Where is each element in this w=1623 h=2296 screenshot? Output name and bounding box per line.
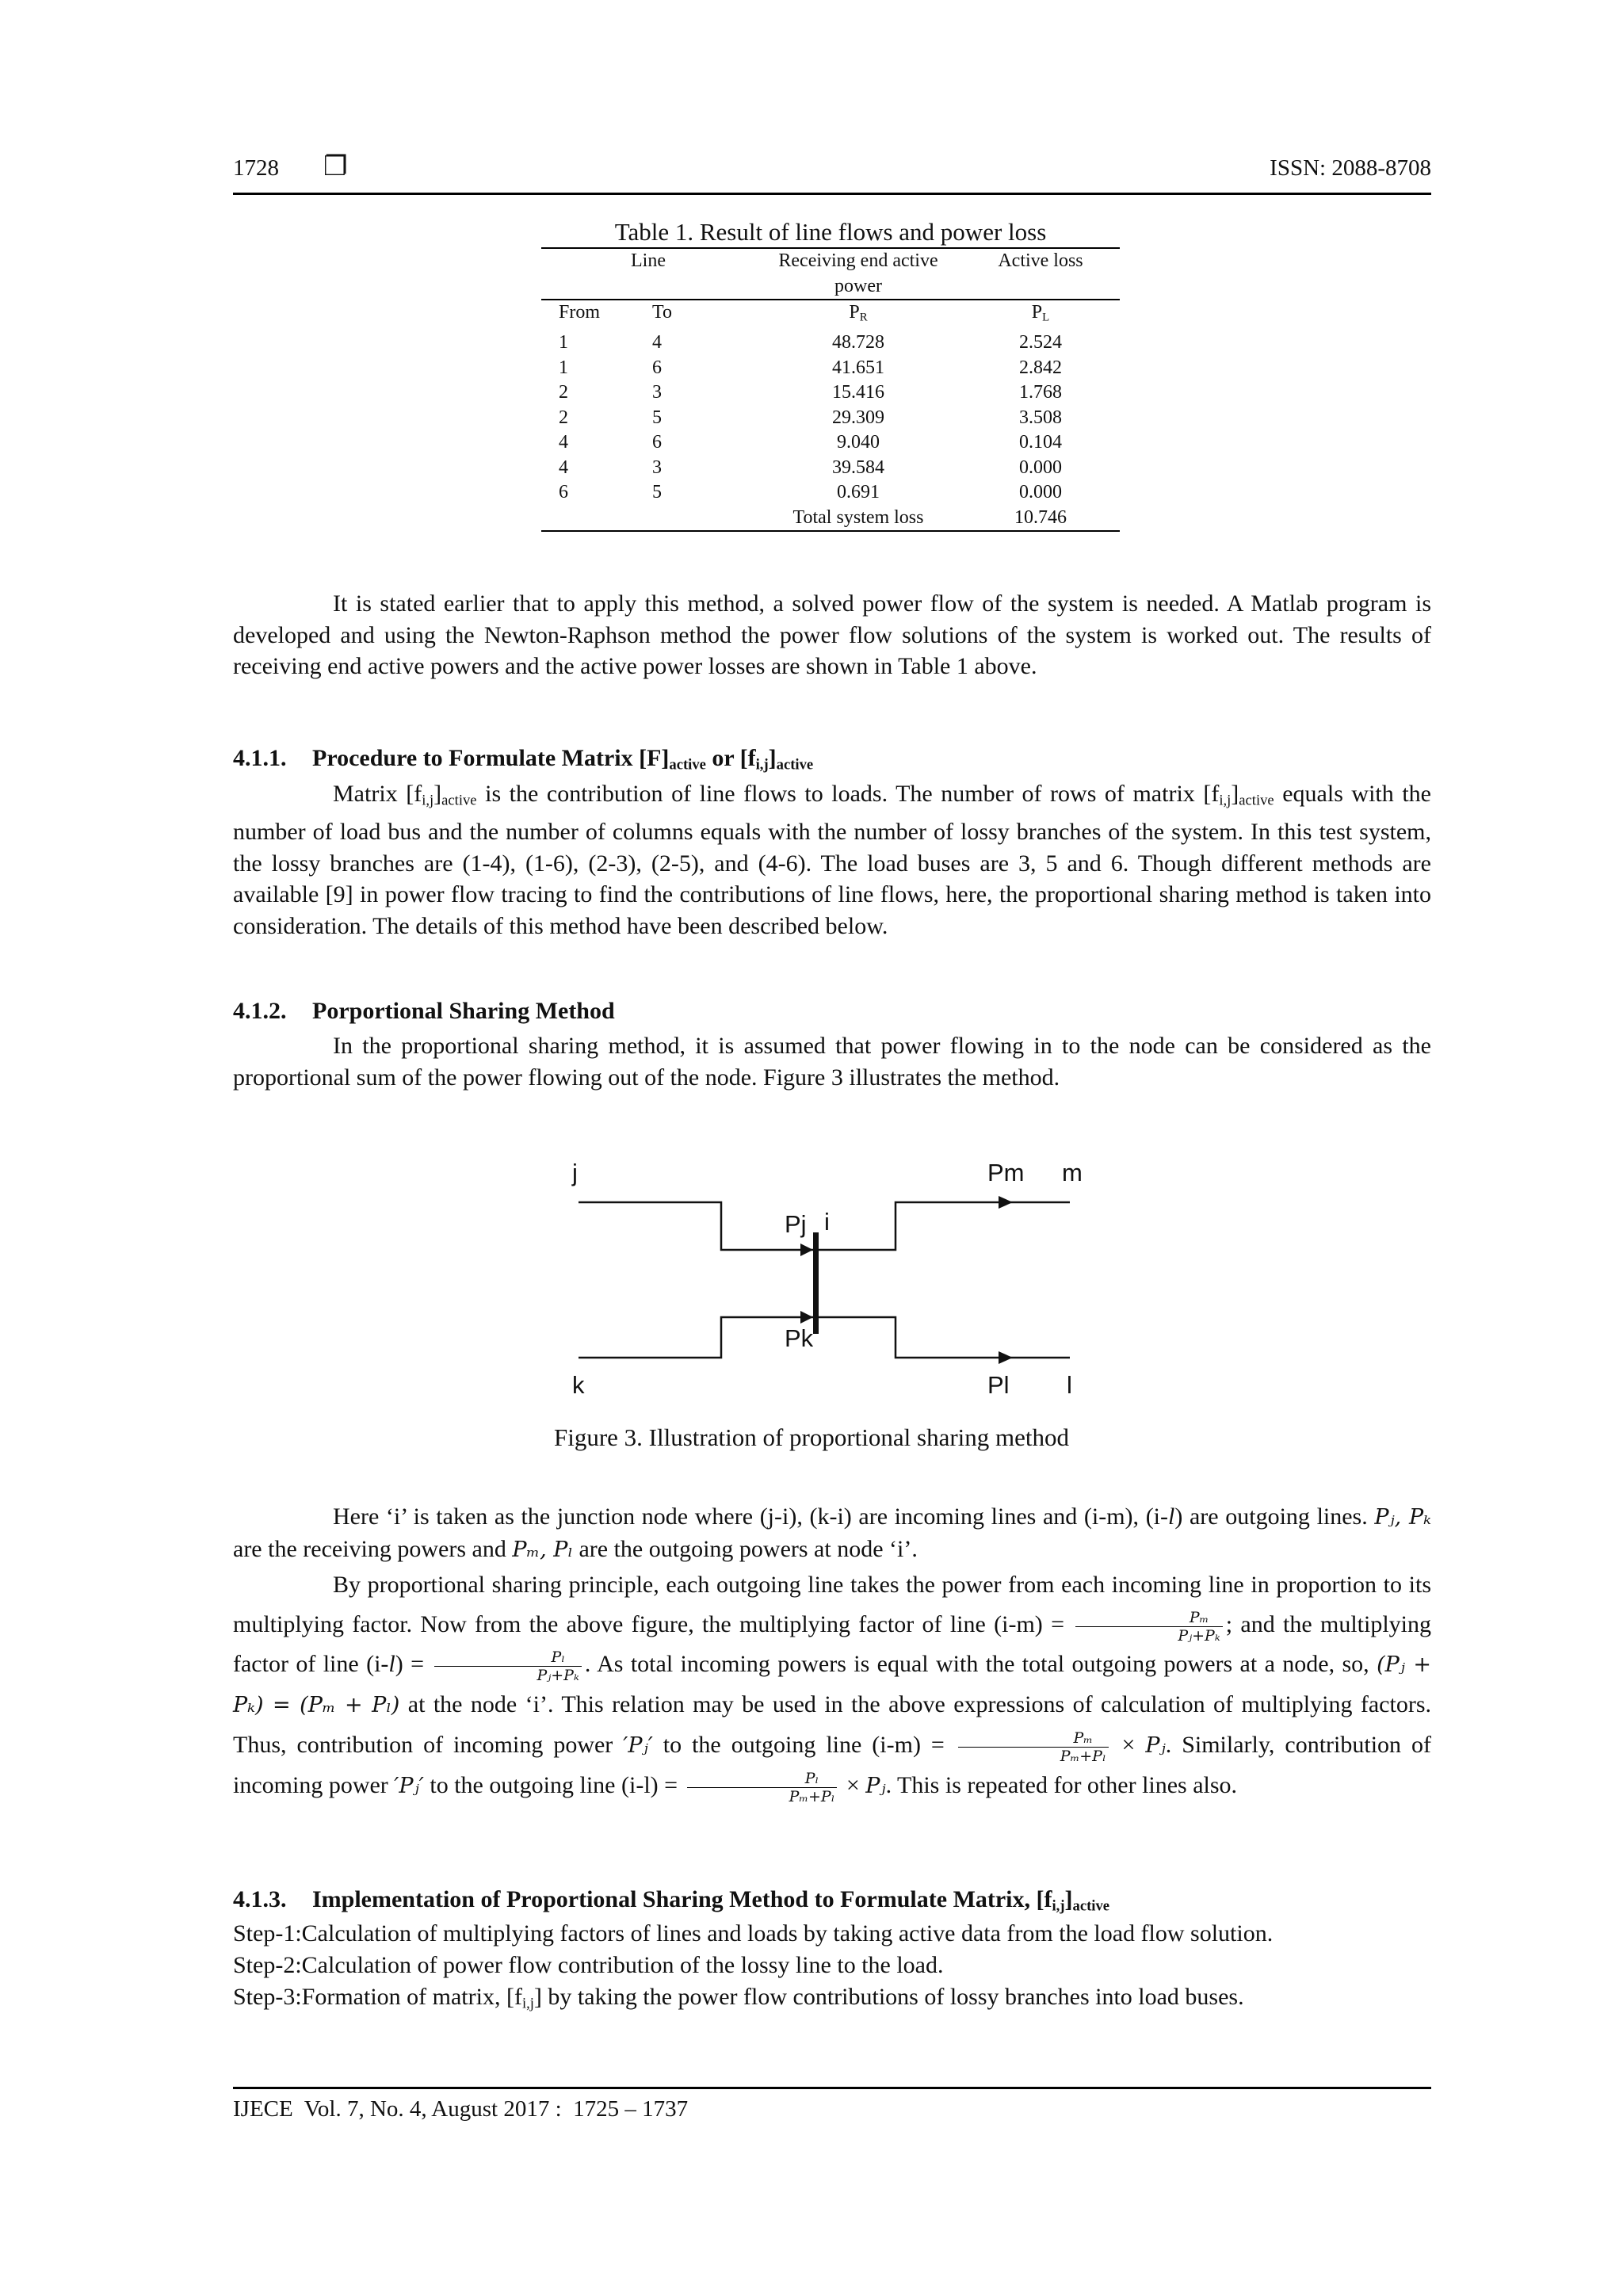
intro-paragraph: It is stated earlier that to apply this method, a solved power flow of the system is needed. A Matlab program is developed and using the Newton-Raphson method the power flow solutions of the system is worked out. The results of receiving end active powers and the active power losses are shown in Table 1 above. (233, 590, 1431, 680)
cell-pl: 0.104 (1019, 432, 1062, 453)
label-i: i (824, 1208, 830, 1236)
label-pm: Pm (987, 1159, 1025, 1186)
cell-from: 2 (559, 382, 568, 403)
table-row (541, 480, 1120, 506)
cell-from: 1 (559, 332, 568, 353)
cell-pr: 0.691 (837, 482, 880, 503)
total-value: 10.746 (1014, 506, 1067, 528)
cell-from: 4 (559, 432, 568, 453)
section-4-1-1-paragraph: Matrix $[f_{i,j}]_{active}$ is the contribution of line flows to loads. The number of rows of matrix $[f_{i,j}]_{active}$ equals with the number of load bus and the number of columns equals with the number of lossy branches of the system. In this test system, the lossy branches are (1-4), (1-6), (2-3), (2-5), and (4-6). The load buses are 3, 5 and 6. Though different methods are available [9] in power flow tracing to find the contributions of line flows, here, the proportional sharing method is taken into consideration. The details of this method have been described below. (233, 781, 1431, 940)
body-paragraphs (233, 1501, 1431, 1806)
cell-to: 3 (652, 382, 662, 403)
arrow-pj (800, 1244, 813, 1256)
footer-rule (233, 2087, 1431, 2089)
cell-pl: 0.000 (1019, 457, 1062, 478)
arrow-pk (800, 1311, 813, 1324)
cell-pr: 39.584 (832, 457, 884, 478)
steps-list (233, 1918, 1273, 2020)
cell-pr: 29.309 (832, 407, 884, 428)
table-row (541, 406, 1120, 431)
bus-bar-i (813, 1232, 819, 1334)
body-paragraph-2: By proportional sharing principle, each outgoing line takes the power from each incoming line in proportion to its multiplying factor. Now from the above figure, the multiplying factor of line (i-m) = $\frac{\text{Pₘ}}{\text{Pⱼ+Pₖ}}$ ; and the multiplying factor of line (i-l) = $\frac{\text{Pₗ}}{\text{Pⱼ+Pₖ}}$ . As total incoming powers is equal with the total outgoing powers at a node, so, (Pⱼ + Pₖ) = (Pₘ + Pₗ) at the node ‘i’. This relation may be used in the above expressions of calculation of multiplying factors. Thus, contribution of incoming power ′Pⱼ′ to the outgoing line (i-m) = $\frac{\text{Pₘ}}{\text{Pₘ+Pₗ}}$ × Pⱼ. Similarly, contribution of incoming power ′Pⱼ′ to the outgoing line (i-l) = $\frac{\text{Pₗ}}{\text{Pₘ+Pₗ}}$ × Pⱼ. This is repeated for other lines also. (233, 1572, 1432, 1805)
table-row (541, 356, 1120, 381)
figure-caption: Figure 3. Illustration of proportional sharing method (553, 1423, 1070, 1451)
cell-pl: 2.524 (1019, 332, 1062, 353)
cell-pr: 41.651 (832, 357, 884, 378)
cell-from: 6 (559, 482, 568, 503)
cell-pl: 1.768 (1019, 382, 1062, 403)
fraction-pm-over-pjpk: $\frac{\text{Pₘ}}{\text{Pⱼ+Pₖ}}$ (1075, 1609, 1222, 1645)
sub-header-to: To (652, 302, 672, 323)
table-row (541, 330, 1120, 356)
issn: ISSN: 2088-8708 (1270, 155, 1431, 181)
cell-pl: 2.842 (1019, 357, 1062, 378)
section-4-1-3-heading: 4.1.3. Implementation of Proportional Sharing Method to Formulate Matrix, $[f_{i,j}]_{active}$ (233, 1886, 1109, 1915)
cell-to: 6 (652, 432, 662, 453)
fraction-pl-over-pmpl: $\frac{\text{Pₗ}}{\text{Pₘ+Pₗ}}$ (687, 1770, 838, 1805)
cell-to: 4 (652, 332, 662, 353)
cell-pr: 9.040 (837, 432, 880, 453)
cell-pr: 48.728 (832, 332, 884, 353)
step-2: Step-2:Calculation of power flow contribution of the lossy line to the load. (233, 1952, 944, 1978)
col-header-line: Line (631, 250, 666, 271)
label-pl: Pl (987, 1371, 1010, 1399)
section-4-1-2-heading: 4.1.2. Porportional Sharing Method (233, 998, 615, 1024)
label-pk: Pk (785, 1324, 814, 1352)
arrow-pl (999, 1351, 1013, 1364)
step-3: Step-3:Formation of matrix, $[f_{i,j}]$ by taking the power flow contributions of lossy branches into load buses. (233, 1984, 1244, 2012)
cell-from: 4 (559, 457, 568, 478)
cell-pl: 0.000 (1019, 482, 1062, 503)
sub-header-pr: $P_R$ (849, 302, 868, 324)
cell-from: 2 (559, 407, 568, 428)
cell-pl: 3.508 (1019, 407, 1062, 428)
total-label: Total system loss (792, 506, 924, 528)
cell-to: 6 (652, 357, 662, 378)
fraction-pl-over-pjpk: $\frac{\text{Pₗ}}{\text{Pⱼ+Pₖ}}$ (434, 1648, 581, 1684)
results-table (541, 247, 1120, 532)
label-k: k (572, 1371, 585, 1399)
label-l: l (1067, 1371, 1072, 1399)
proportional-sharing-diagram (555, 1153, 1125, 1423)
col-header-loss: Active loss (998, 250, 1083, 271)
checkbox-icon: ❐ (323, 151, 348, 182)
table-row (541, 430, 1120, 456)
col-header-pr: Receiving end active power (778, 250, 938, 296)
table-row (541, 456, 1120, 481)
line-k-to-i (579, 1317, 816, 1358)
cell-pr: 15.416 (832, 382, 884, 403)
step-1: Step-1:Calculation of multiplying factors of lines and loads by taking active data from the load flow solution. (233, 1920, 1274, 1946)
line-i-to-l (816, 1317, 1070, 1358)
label-m: m (1062, 1159, 1083, 1186)
table-row (541, 380, 1120, 406)
line-i-to-m (816, 1202, 1070, 1250)
label-j: j (572, 1159, 578, 1186)
cell-to: 5 (652, 482, 662, 503)
table-caption: Table 1. Result of line flows and power loss (614, 218, 1047, 246)
sub-header-from: From (559, 302, 601, 323)
arrow-pm (999, 1196, 1013, 1209)
section-4-1-1-heading: 4.1.1. Procedure to Formulate Matrix $[F]_{active}$ or $[f_{i,j}]_{active}$ (233, 745, 814, 774)
cell-to: 3 (652, 457, 662, 478)
body-paragraph-1: Here ‘i’ is taken as the junction node where (j-i), (k-i) are incoming lines and (i-m), (i-l) are outgoing lines. Pⱼ, Pₖ are the receiving powers and Pₘ, Pₗ are the outgoing powers at node ‘i’. (233, 1503, 1431, 1562)
header-rule (233, 193, 1431, 195)
line-j-to-i (579, 1202, 816, 1250)
cell-to: 5 (652, 407, 662, 428)
page-number: 1728 (233, 155, 279, 181)
label-pj: Pj (785, 1210, 807, 1238)
cell-from: 1 (559, 357, 568, 378)
section-4-1-2-paragraph: In the proportional sharing method, it is assumed that power flowing in to the node can be considered as the proportional sum of the power flowing out of the node. Figure 3 illustrates the method. (233, 1033, 1431, 1091)
fraction-pm-over-pmpl: $\frac{\text{Pₘ}}{\text{Pₘ+Pₗ}}$ (958, 1729, 1109, 1765)
sub-header-pl: $P_L$ (1031, 302, 1050, 324)
journal-footer: IJECE Vol. 7, No. 4, August 2017 : 1725 – 1737 (233, 2096, 689, 2122)
